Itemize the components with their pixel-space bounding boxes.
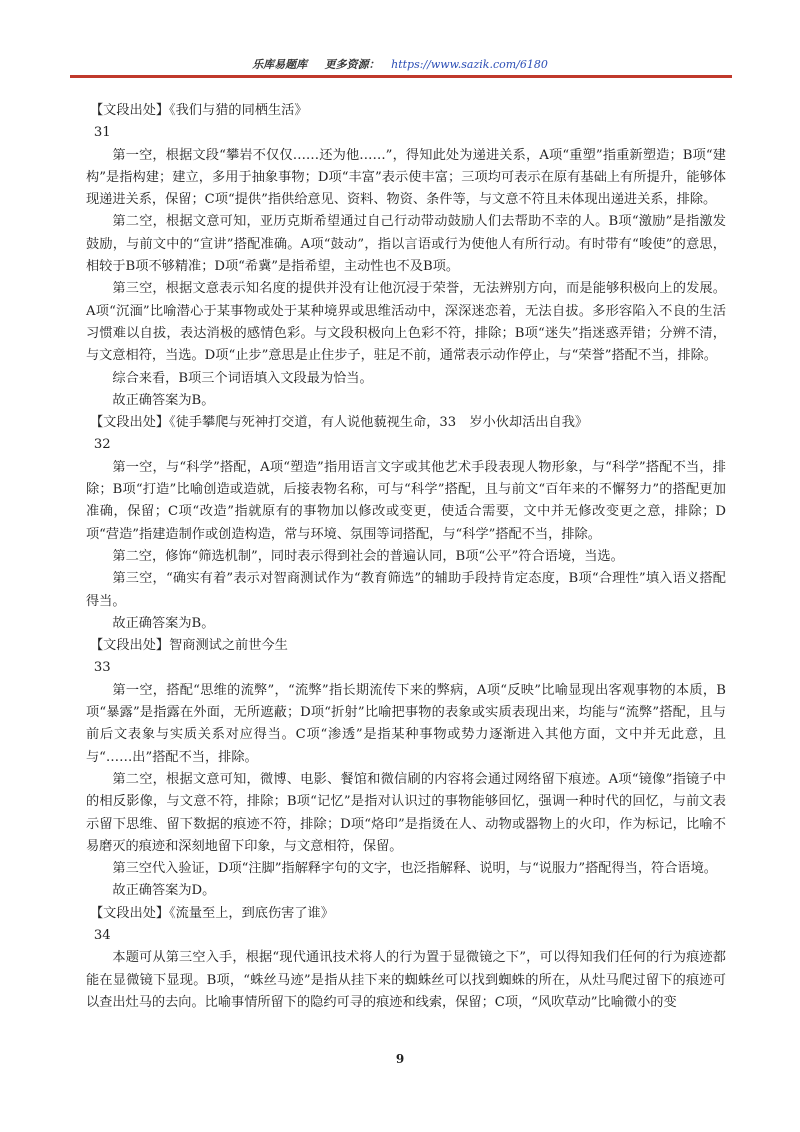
paragraph: 第一空，与“科学”搭配，A项“塑造”指用语言文字或其他艺术手段表现人物形象，与“科学”搭配不当，排除；B项“打造”比喻创造或造就，后接表物名称，可与“科学”搭配，且与前文“百年来的不懈努力”的搭配更加准确，保留；C项“改造”指就原有的事物加以修改或变更，使适合需要，文中并无修改变更之意，排除；D项“营造”指建造制作或创造构造，常与环境、氛围等词搭配，与“科学”搭配不当，排除。 — [86, 459, 726, 542]
paragraph: 第一空，根据文段“攀岩不仅仅……还为他……”，得知此处为递进关系，A项“重塑”指重新塑造；B项“建构”是指构建；建立，多用于抽象事物；D项“丰富”表示使丰富；三项均可表示在原有基础上有所提升，能够体现递进关系，保留；C项“提供”指供给意见、资料、物资、条件等，与文意不符且未体现出递进关系，排除。 — [86, 147, 726, 208]
paragraph: 故正确答案为B。 — [112, 615, 215, 631]
paragraph: 第三空代入验证，D项“注脚”指解释字句的文字，也泛指解释、说明，与“说服力”搭配得当，符合语境。 — [112, 861, 717, 877]
paragraph: 第二空，根据文意可知，亚历克斯希望通过自己行动带动鼓励人们去帮助不幸的人。B项“激励”是指激发鼓励，与前文中的“宣讲”搭配准确。A项“鼓动”，指以言语或行为使他人有所行动。有时带有“唆使”的意思，相较于B项不够精准；D项“希冀”是指希望，主动性也不及B项。 — [86, 214, 726, 275]
header-divider — [70, 75, 732, 78]
question-number: 34 — [93, 927, 111, 943]
paragraph: 故正确答案为B。 — [112, 392, 215, 408]
paragraph: 第三空，“确实有着”表示对智商测试作为“教育筛选”的辅助手段持肯定态度，B项“合理性”填入语义搭配得当。 — [86, 571, 726, 609]
paragraph: 第二空，根据文意可知，微博、电影、餐馆和微信刷的内容将会通过网络留下痕迹。A项“镜像”指镜子中的相反影像，与文意不符，排除；B项“记忆”是指对认识过的事物能够回忆，强调一种时代的回忆，与前文表示留下思维、留下数据的痕迹不符，排除；D项“烙印”是指烫在人、动物或器物上的火印，作为标记，比喻不易磨灭的痕迹和深刻地留下印象，与文意相符，保留。 — [86, 771, 726, 854]
paragraph: 第三空，根据文意表示知名度的提供并没有让他沉浸于荣誉，无法辨别方向，而是能够积极向上的发展。A项“沉湎”比喻潜心于某事物或处于某种境界或思维活动中，深深迷恋着，无法自拔。多形容陷入不良的生活习惯难以自拔，表达消极的感情色彩。与文段积极向上色彩不符，排除；B项“迷失”指迷惑弄错；分辨不清，与文意相符，当选。D项“止步”意思是止住步子，驻足不前，通常表示动作停止，与“荣誉”搭配不当，排除。 — [86, 281, 726, 364]
source-citation: 【文段出处】《徒手攀爬与死神打交道，有人说他藐视生命，33 岁小伙却活出自我》 — [89, 415, 589, 431]
header-url-link[interactable]: https://www.sazik.com/6180 — [391, 58, 548, 71]
question-number: 31 — [93, 125, 111, 141]
paragraph: 第二空，修饰“筛选机制”，同时表示得到社会的普遍认同，B项“公平”符合语境，当选。 — [112, 548, 624, 564]
source-citation: 【文段出处】《我们与猎的同栖生活》 — [89, 103, 308, 118]
header-site-label: 更多资源： — [324, 58, 380, 71]
header-source-label: 乐库易题库 — [252, 58, 308, 71]
source-citation: 【文段出处】《流量至上，到底伤害了谁》 — [89, 905, 334, 921]
paragraph: 本题可从第三空入手，根据“现代通讯技术将人的行为置于显微镜之下”，可以得知我们任何的行为痕迹都能在显微镜下显现。B项，“蛛丝马迹”是指从挂下来的蜘蛛丝可以找到蜘蛛的所在，从灶马爬过留下的痕迹可以查出灶马的去向。比喻事情所留下的隐约可寻的痕迹和线索，保留；C项，“风吹草动”比喻微小的变 — [86, 950, 726, 1010]
question-number: 32 — [93, 437, 111, 453]
paragraph: 故正确答案为D。 — [112, 883, 216, 899]
paragraph: 第一空，搭配“思维的流弊”，“流弊”指长期流传下来的弊病，A项“反映”比喻显现出客观事物的本质，B项“暴露”是指露在外面，无所遮蔽；D项“折射”比喻把事物的表象或实质表现出来，均能与“流弊”搭配，且与前后文表象与实质关系对应得当。C项“渗透”是指某种事物或势力逐渐进入其他方面，文中并无此意，且与“……出”搭配不当，排除。 — [86, 682, 726, 765]
paragraph: 综合来看，B项三个词语填入文段最为恰当。 — [112, 370, 373, 386]
document-body — [86, 100, 726, 1014]
question-number: 33 — [93, 660, 111, 676]
page-number: 9 — [395, 1052, 405, 1066]
source-citation: 【文段出处】智商测试之前世今生 — [89, 638, 288, 654]
